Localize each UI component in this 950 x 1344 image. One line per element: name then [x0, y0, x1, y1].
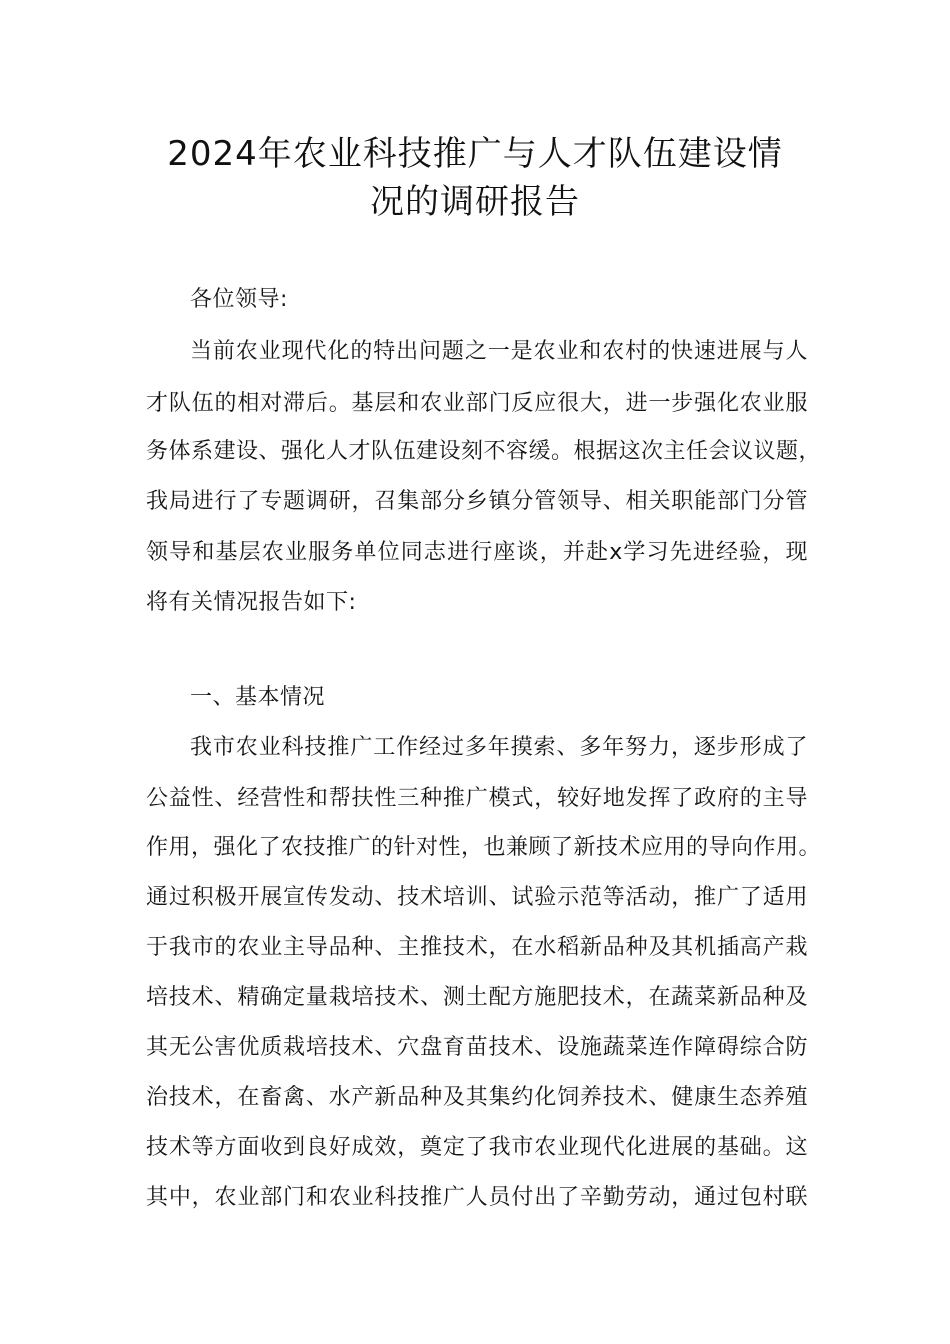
section-line: 我市农业科技推广工作经过多年摸索、多年努力，逐步形成了	[190, 735, 808, 760]
section-line: 技术等方面收到良好成效，奠定了我市农业现代化进展的基础。这	[146, 1135, 808, 1160]
intro-line: 将有关情况报告如下:	[146, 590, 357, 615]
section-line: 公益性、经营性和帮扶性三种推广模式，较好地发挥了政府的主导	[146, 786, 808, 811]
document-title-line-2: 况的调研报告	[370, 182, 580, 222]
section-line: 作用，强化了农技推广的针对性，也兼顾了新技术应用的导向作用。	[146, 835, 822, 860]
section-line: 其中，农业部门和农业科技推广人员付出了辛勤劳动，通过包村联	[146, 1185, 808, 1210]
intro-line: 才队伍的相对滞后。基层和农业部门反应很大，进一步强化农业服	[146, 391, 808, 416]
section-line: 其无公害优质栽培技术、穴盘育苗技术、设施蔬菜连作障碍综合防	[146, 1035, 808, 1060]
section-line: 培技术、精确定量栽培技术、测土配方施肥技术，在蔬菜新品种及	[146, 985, 808, 1010]
intro-line: 我局进行了专题调研，召集部分乡镇分管领导、相关职能部门分管	[146, 489, 808, 514]
salutation: 各位领导:	[190, 287, 288, 312]
section-line: 于我市的农业主导品种、主推技术，在水稻新品种及其机插高产栽	[146, 935, 808, 960]
intro-line: 当前农业现代化的特出问题之一是农业和农村的快速进展与人	[190, 339, 808, 364]
intro-line: 领导和基层农业服务单位同志进行座谈，并赴x学习先进经验，现	[146, 540, 808, 565]
section-line: 通过积极开展宣传发动、技术培训、试验示范等活动，推广了适用	[146, 885, 808, 910]
document-title-line-1: 2024年农业科技推广与人才队伍建设情	[167, 134, 783, 174]
section-line: 治技术，在畜禽、水产新品种及其集约化饲养技术、健康生态养殖	[146, 1085, 808, 1110]
section-heading: 一、基本情况	[190, 685, 326, 710]
intro-line: 务体系建设、强化人才队伍建设刻不容缓。根据这次主任会议议题，	[146, 439, 822, 464]
